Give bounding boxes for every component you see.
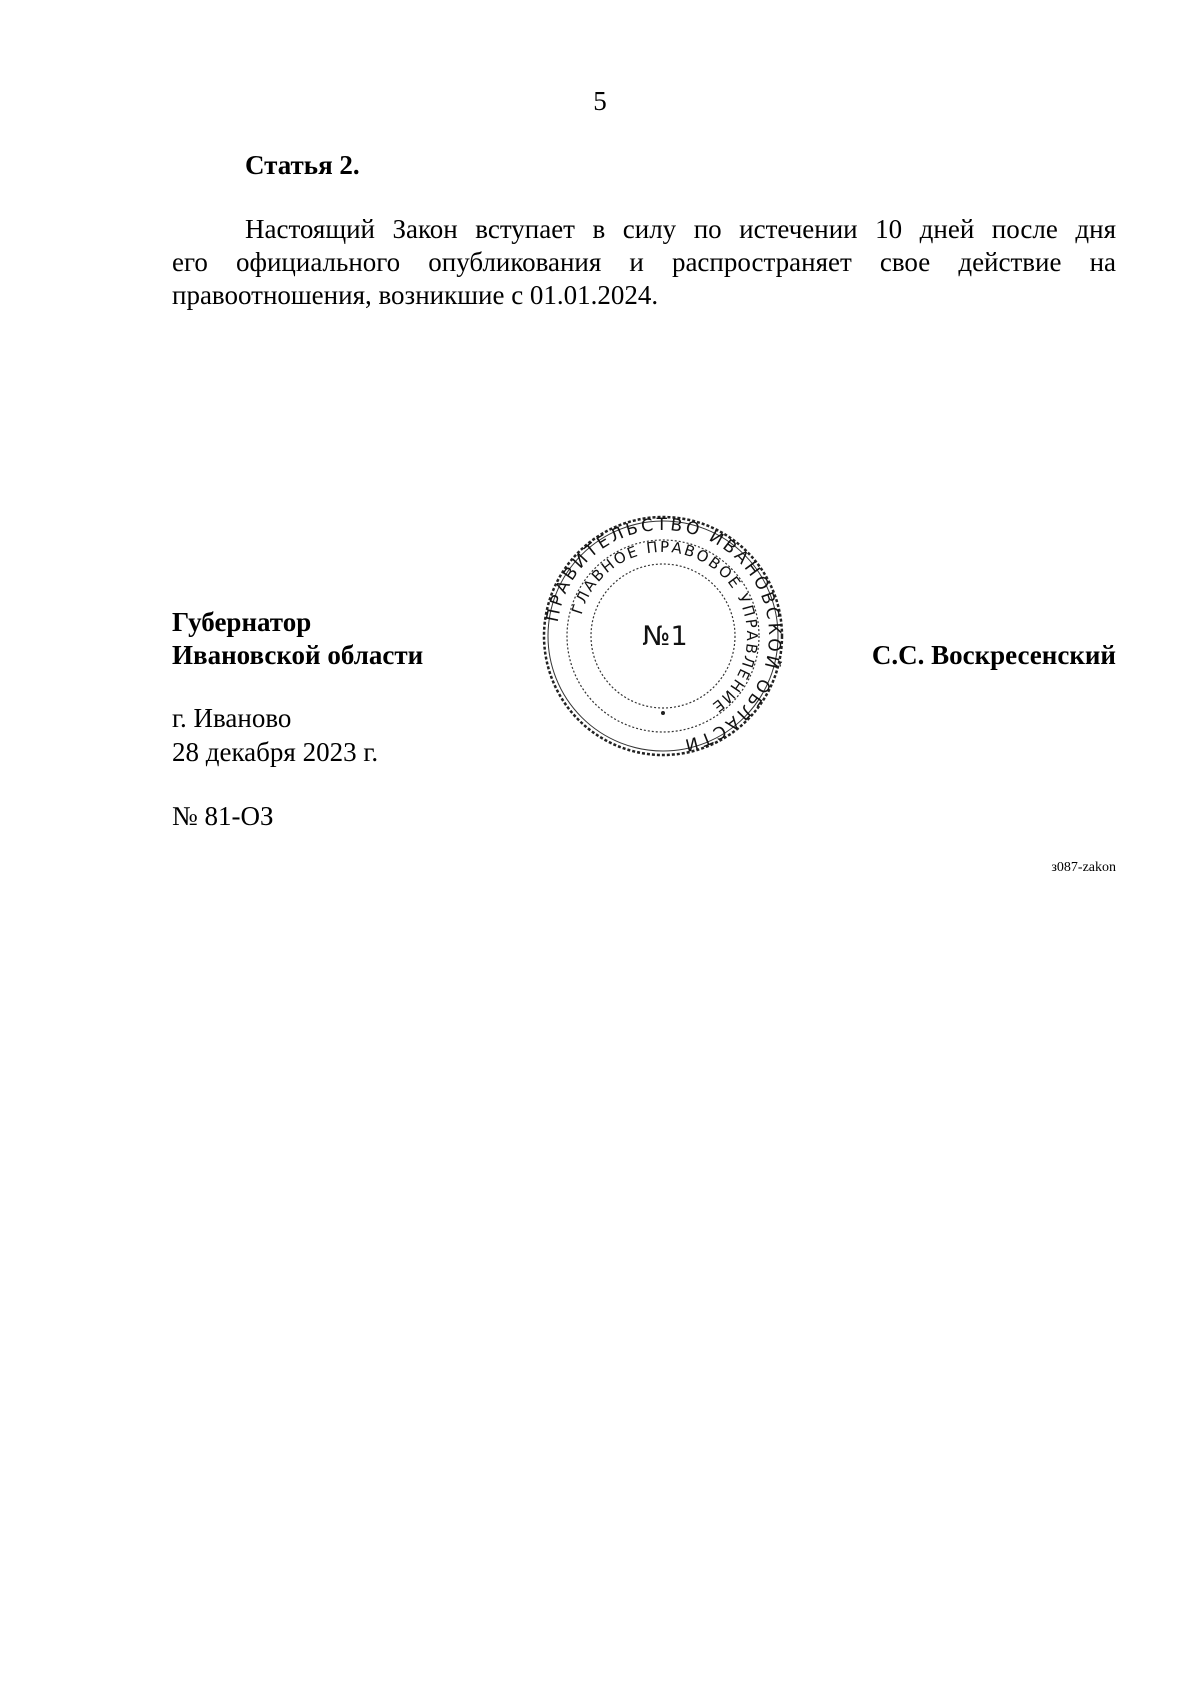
article-line: его официального опубликования и распространяет свое действие на — [172, 247, 1116, 277]
governor-title-line: Губернатор — [172, 607, 312, 637]
governor-name: С.С. Воскресенский — [871, 640, 1116, 670]
governor-title-line: Ивановской области — [172, 640, 424, 670]
article-body — [172, 213, 1116, 312]
page-number: 5 — [593, 86, 607, 116]
governor-title — [172, 606, 423, 672]
article-line: Настоящий Закон вступает в силу по истечении 10 дней после дня — [245, 214, 1116, 244]
place-city: г. Иваново — [172, 703, 292, 733]
seal-outer-text: ПРАВИТЕЛЬСТВО ИВАНОВСКОЙ ОБЛАСТИ — [542, 514, 785, 756]
official-seal — [540, 513, 786, 759]
document-code: з087-zakon — [1051, 860, 1116, 875]
article-heading: Статья 2. — [245, 150, 360, 180]
seal-center-text: №1 — [642, 621, 688, 652]
seal-inner-text: ГЛАВНОЕ ПРАВОВОЕ УПРАВЛЕНИЕ — [568, 537, 762, 717]
article-line: правоотношения, возникшие с 01.01.2024. — [172, 280, 659, 310]
place-date — [172, 701, 378, 769]
law-number: № 81-ОЗ — [172, 801, 274, 831]
document-date: 28 декабря 2023 г. — [172, 737, 379, 767]
